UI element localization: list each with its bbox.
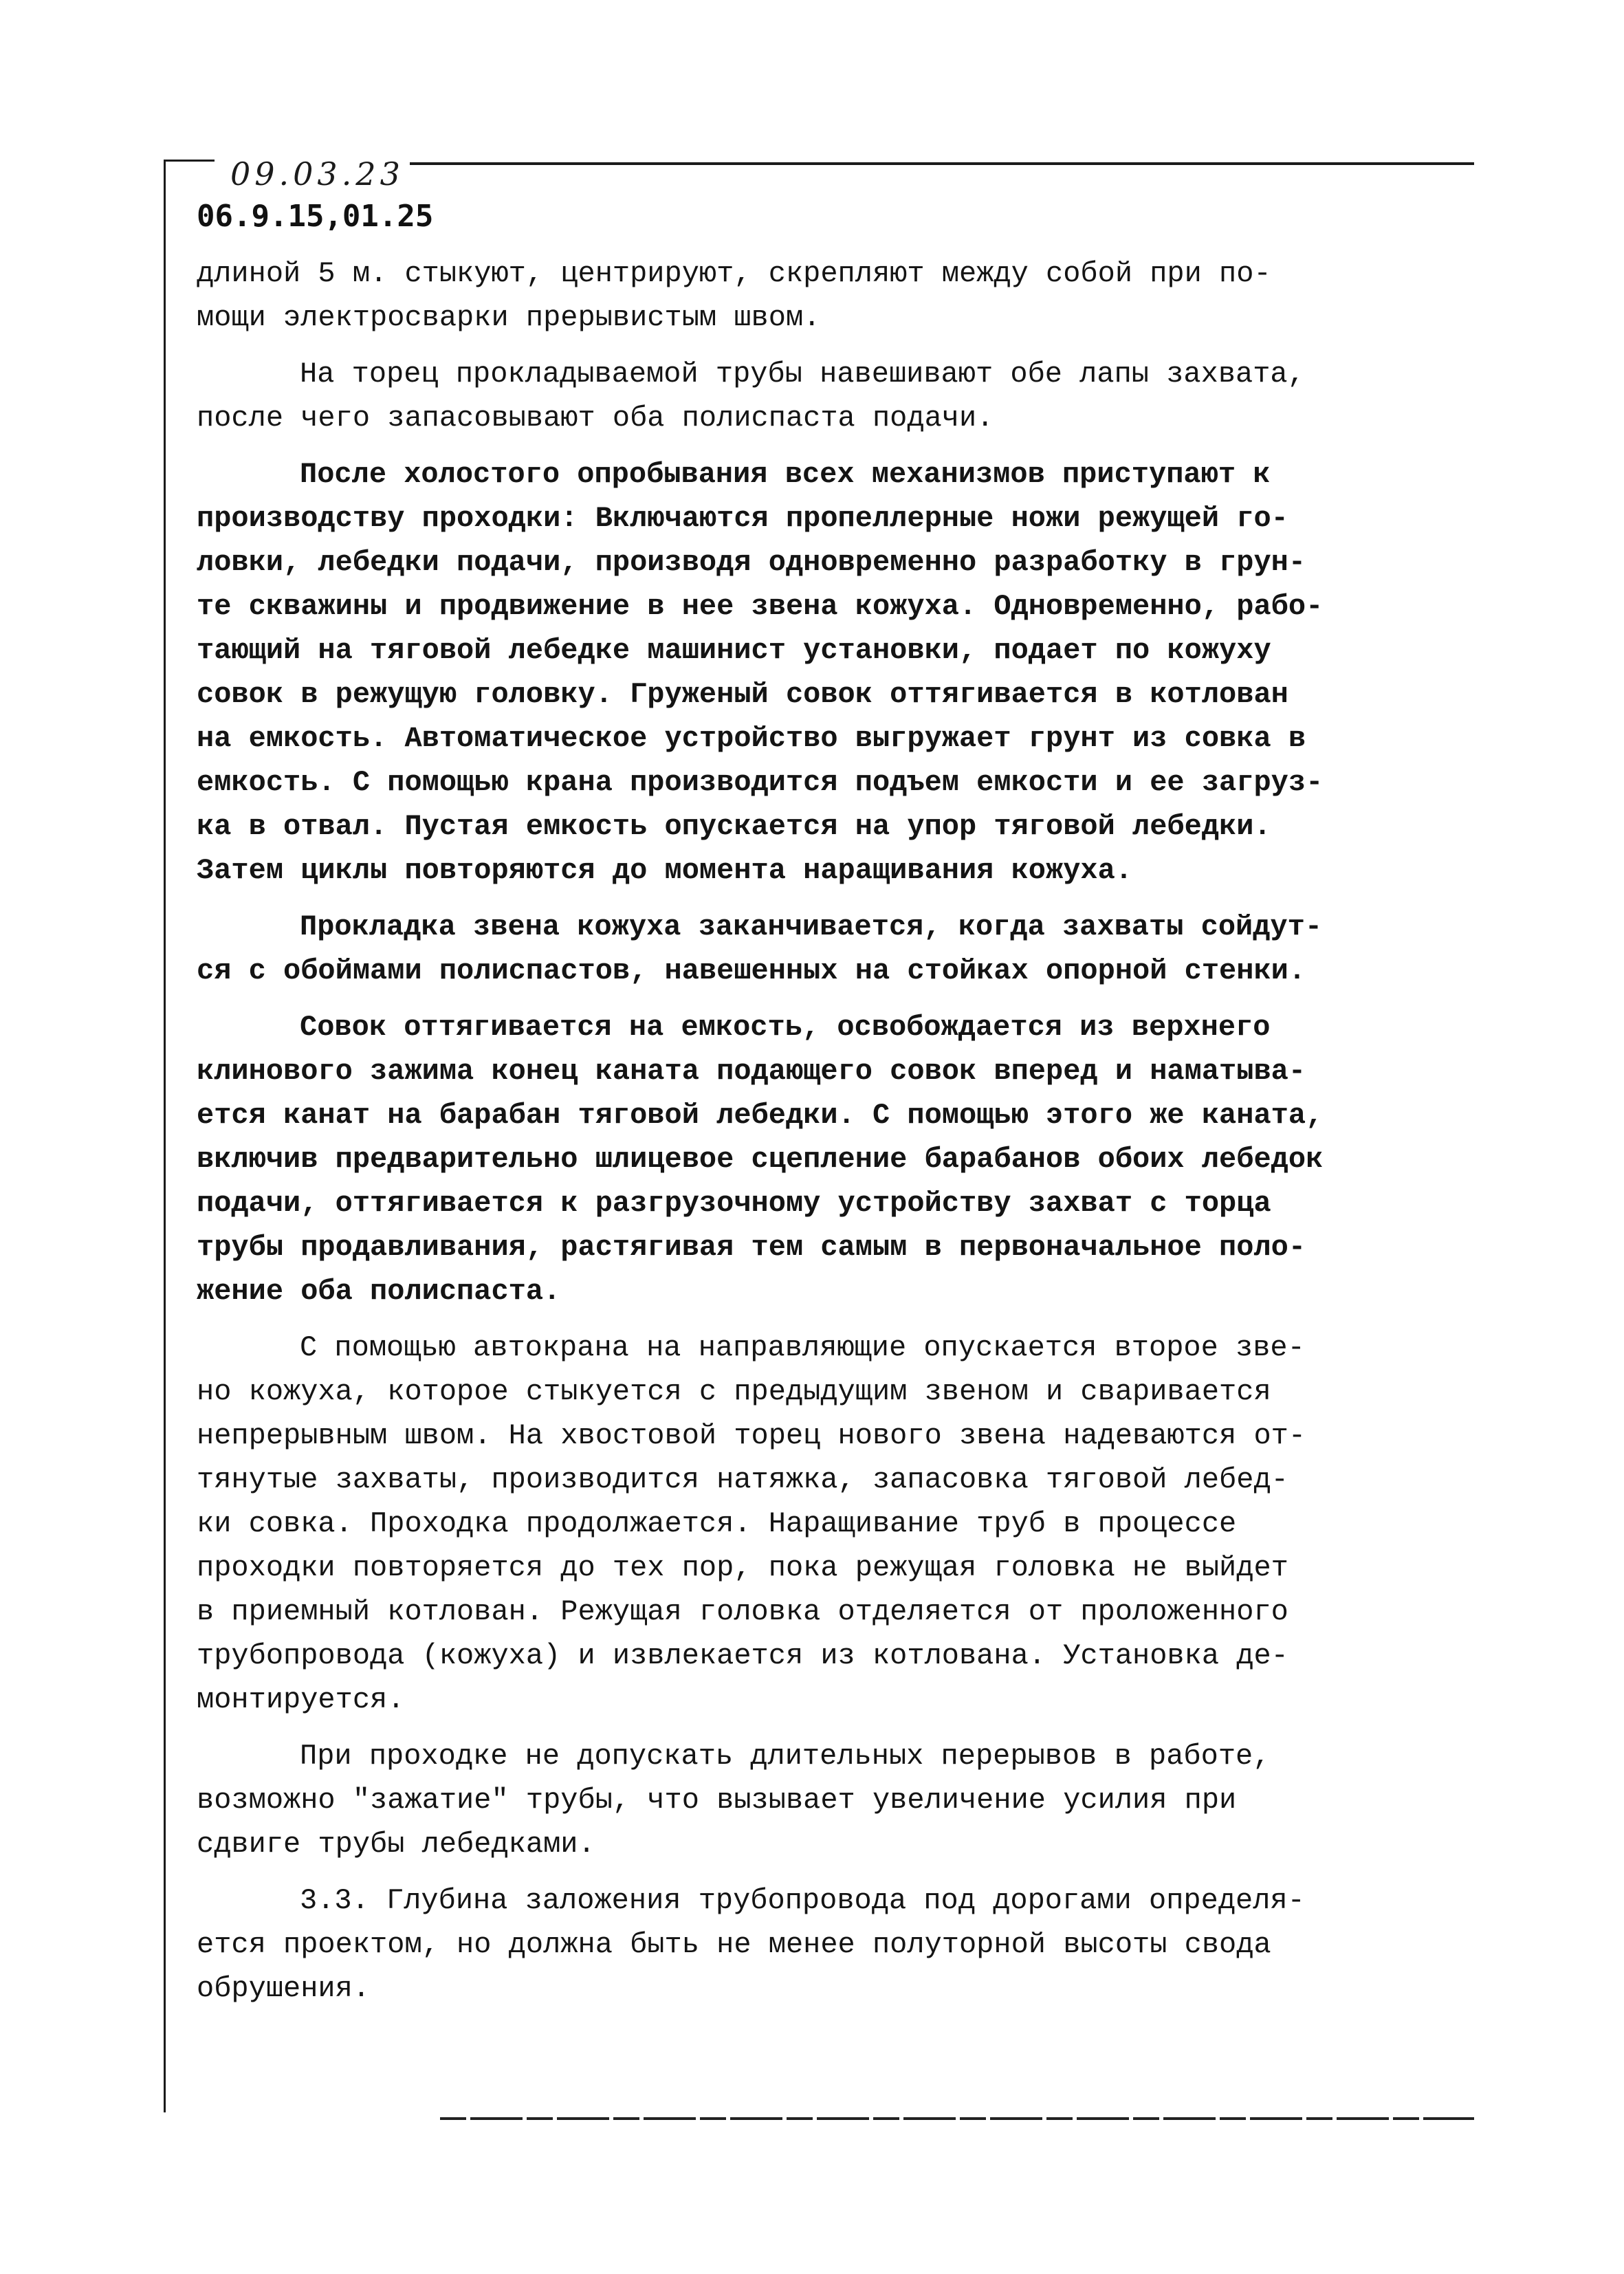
paragraph [197,1879,1379,2011]
text-line: тающий на тяговой лебедке машинист установки, подает по кожуху [197,634,1271,667]
text-line: 3.3. Глубина заложения трубопровода под дорогами определя- [300,1884,1305,1917]
text-line: проходки повторяется до тех пор, пока режущая головка не выйдет [197,1551,1288,1584]
text-line: тянутые захваты, производится натяжка, запасовка тяговой лебед- [197,1463,1288,1496]
text-line: длиной 5 м. стыкуют, центрируют, скрепляют между собой при по- [197,257,1271,290]
text-line: ки совка. Проходка продолжается. Наращивание труб в процессе [197,1507,1237,1540]
text-line: те скважины и продвижение в нее звена кожуха. Одновременно, рабо- [197,590,1324,623]
paragraph-gap [197,1313,1379,1326]
bottom-rule [440,2117,1474,2120]
paragraph-gap [197,440,1379,452]
text-line: ся с обоймами полиспастов, навешенных на стойках опорной стенки. [197,954,1306,987]
text-line: ется проектом, но должна быть не менее полуторной высоты свода [197,1928,1271,1961]
left-margin-rule [164,160,166,2112]
text-line: Совок оттягивается на емкость, освобождается из верхнего [300,1011,1271,1044]
text-line: Прокладка звена кожуха заканчивается, когда захваты сойдут- [300,910,1323,943]
text-line: производству проходки: Включаются пропеллерные ножи режущей го- [197,502,1288,535]
text-line: обрушения. [197,1972,371,2005]
body-text [197,252,1379,2011]
text-line: мощи электросварки прерывистым швом. [197,301,821,334]
text-line: но кожуха, которое стыкуется с предыдущим звеном и сваривается [197,1375,1271,1408]
paragraph [197,252,1379,340]
text-line: При проходке не допускать длительных перерывов в работе, [300,1740,1271,1773]
left-margin-tick [164,160,215,162]
text-line: трубы продавливания, растягивая тем самым в первоначальное поло- [197,1231,1306,1264]
text-line: После холостого опробывания всех механизмов приступают к [300,458,1271,491]
paragraph [197,352,1379,440]
top-rule [410,162,1474,165]
text-line: включив предварительно шлицевое сцепление барабанов обоих лебедок [197,1143,1324,1176]
text-line: возможно "зажатие" трубы, что вызывает увеличение усилия при [197,1784,1237,1817]
paragraph [197,905,1379,993]
paragraph-gap [197,993,1379,1005]
paragraph-gap [197,893,1379,905]
paragraph [197,1734,1379,1866]
text-line: в приемный котлован. Режущая головка отделяется от проложенного [197,1595,1288,1628]
text-line: клинового зажима конец каната подающего совок вперед и наматыва- [197,1055,1306,1088]
text-line: на емкость. Автоматическое устройство выгружает грунт из совка в [197,722,1306,755]
text-line: ка в отвал. Пустая емкость опускается на упор тяговой лебедки. [197,810,1271,843]
text-line: трубопровода (кожуха) и извлекается из котлована. Установка де- [197,1639,1288,1672]
text-line: С помощью автокрана на направляющие опускается второе зве- [300,1331,1305,1364]
text-line: ловки, лебедки подачи, производя одновременно разработку в грун- [197,546,1306,579]
text-line: непрерывным швом. На хвостовой торец нового звена надеваются от- [197,1419,1306,1452]
text-line: Затем циклы повторяются до момента наращивания кожуха. [197,854,1133,887]
text-line: подачи, оттягивается к разгрузочному устройству захват с торца [197,1187,1271,1220]
text-line: ется канат на барабан тяговой лебедки. С помощью этого же каната, [197,1099,1324,1132]
paragraph [197,1326,1379,1722]
document-code: 06.9.15,01.25 [197,199,434,234]
paragraph [197,452,1379,893]
text-line: после чего запасовывают оба полиспаста подачи. [197,402,994,435]
text-line: На торец прокладываемой трубы навешивают обе лапы захвата, [300,358,1305,391]
handwritten-code: 09.03.23 [230,155,404,193]
text-line: жение оба полиспаста. [197,1275,561,1308]
text-line: емкость. С помощью крана производится подъем емкости и ее загруз- [197,766,1324,799]
paragraph-gap [197,1722,1379,1734]
paragraph-gap [197,340,1379,352]
paragraph [197,1005,1379,1313]
text-line: монтируется. [197,1683,405,1716]
paragraph-gap [197,1866,1379,1879]
text-line: сдвиге трубы лебедками. [197,1828,595,1861]
text-line: совок в режущую головку. Груженый совок оттягивается в котлован [197,678,1288,711]
